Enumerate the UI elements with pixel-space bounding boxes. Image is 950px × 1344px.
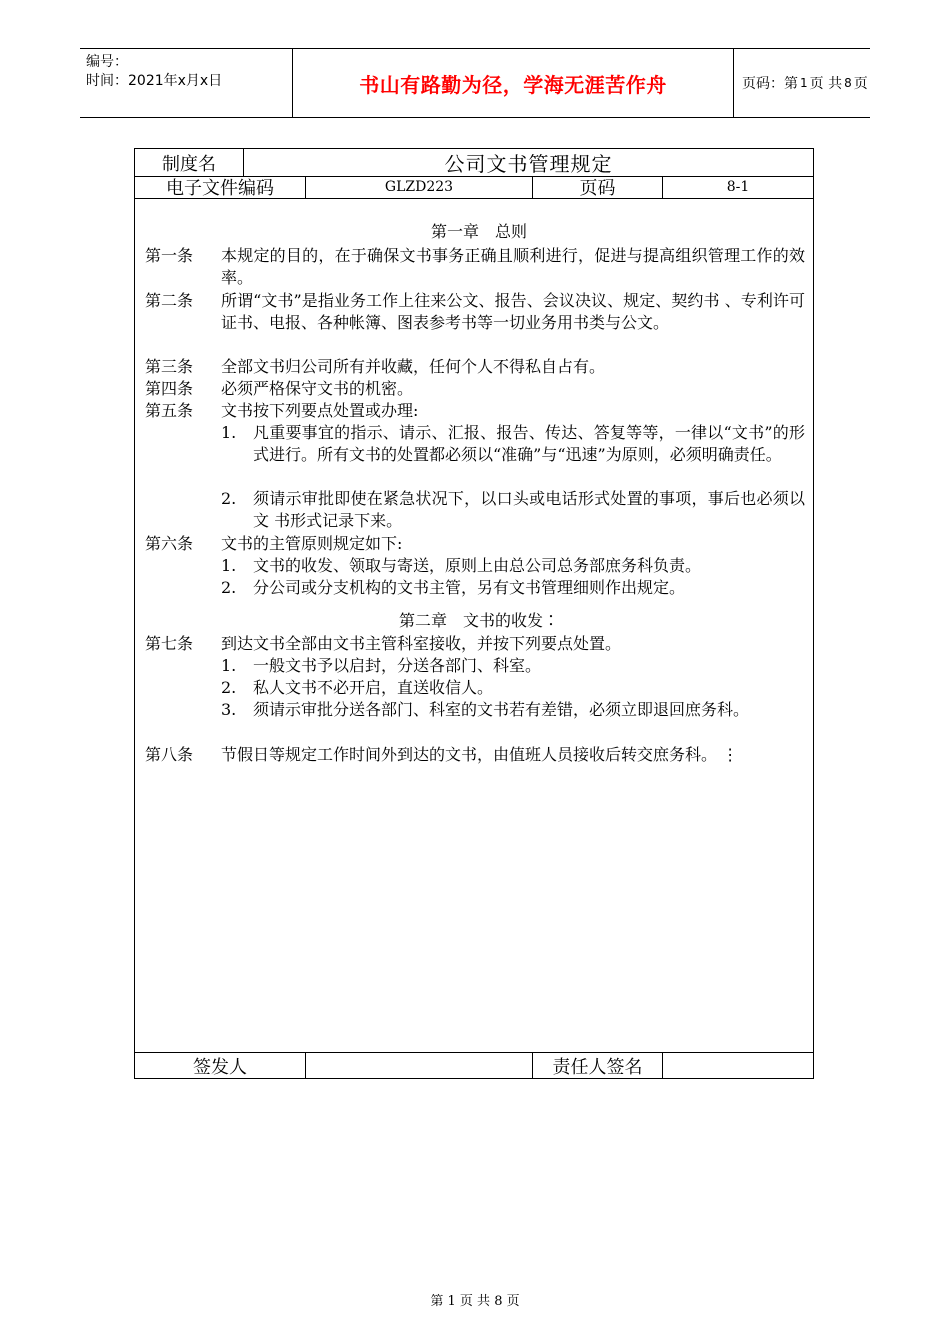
article-tag: 第八条 [145, 745, 194, 764]
page-mid: 页 共 [809, 76, 843, 92]
file-code-value: GLZD223 [305, 176, 532, 198]
code-label: 编号： [86, 54, 128, 70]
page-label: 页码 [532, 176, 662, 198]
article-text: 到达文书全部由文书主管科室接收，并按下列要点处置。 [221, 634, 622, 653]
list-text: 须请示审批即使在紧急状况下，以口头或电话形式处置的事项，事后也必须以文 书形式记录下来。 [253, 489, 805, 530]
chapter-1-heading: 第一章 总则 [430, 222, 527, 241]
list-number: 3. [221, 700, 237, 719]
page-suffix: 页 [853, 76, 868, 92]
page-total: 8 [844, 76, 852, 90]
article-tag: 第六条 [145, 534, 194, 553]
article-tag: 第二条 [145, 291, 194, 310]
article-text: 本规定的目的，在于确保文书事务正确且顺利进行，促进与提高组织管理工作的效率。 [221, 246, 805, 287]
regulation-form [134, 148, 814, 1079]
code-row [135, 176, 813, 199]
chapter-2-heading: 第二章 文书的收发∶ [398, 611, 559, 630]
article-tag: 第三条 [145, 357, 194, 376]
article-text: 节假日等规定工作时间外到达的文书，由值班人员接收后转交庶务科。 ⋮ [221, 745, 739, 764]
list-text: 须请示审批分送各部门、科室的文书若有差错，必须立即退回庶务科。 [253, 700, 750, 719]
article-tag: 第四条 [145, 379, 194, 398]
list-text: 分公司或分支机构的文书主管，另有文书管理细则作出规定。 [253, 578, 686, 597]
article-tag: 第七条 [145, 634, 194, 653]
list-number: 1. [221, 656, 237, 675]
article-text: 必须严格保守文书的机密。 [221, 379, 414, 398]
page-header [80, 48, 870, 118]
list-number: 2. [221, 678, 237, 697]
name-label: 制度名 [162, 153, 216, 175]
responsible-label: 责任人签名 [532, 1053, 662, 1079]
list-number: 2. [221, 489, 237, 508]
list-number: 1. [221, 423, 237, 442]
article-text: 文书的主管原则规定如下: [221, 534, 403, 553]
page-footer: 第 1 页 共 8 页 [430, 1294, 520, 1309]
header-page-info [742, 49, 870, 117]
file-code-label: 电子文件编码 [166, 178, 274, 199]
list-text: 凡重要事宜的指示、请示、汇报、报告、传达、答复等等，一律以“文书”的形式进行。所有文书的处置都必须以“准确”与“迅速”为原则，必须明确责任。 [253, 423, 805, 464]
page-prefix: 页码：第 [742, 76, 798, 92]
article-text: 文书按下列要点处置或办理: [221, 401, 419, 420]
issuer-field [305, 1053, 532, 1079]
article-text: 全部文书归公司所有并收藏，任何个人不得私自占有。 [221, 357, 606, 376]
list-text: 一般文书予以启封，分送各部门、科室。 [253, 656, 542, 675]
signature-row [135, 1052, 813, 1079]
list-text: 私人文书不必开启，直送收信人。 [253, 678, 494, 697]
article-tag: 第五条 [145, 401, 194, 420]
page-value: 8-1 [662, 176, 813, 198]
regulation-title: 公司文书管理规定 [243, 149, 813, 176]
list-text: 文书的收发、领取与寄送，原则上由总公司总务部庶务科负责。 [253, 556, 702, 575]
time-label: 时间：2021年x月x日 [86, 73, 223, 89]
page-num: 1 [800, 76, 808, 90]
title-row [135, 149, 813, 177]
issuer-label: 签发人 [193, 1057, 247, 1078]
list-number: 2. [221, 578, 237, 597]
list-number: 1. [221, 556, 237, 575]
article-tag: 第一条 [145, 246, 194, 265]
header-meta [86, 53, 291, 91]
responsible-field [662, 1053, 813, 1079]
article-text: 所谓“文书”是指业务工作上往来公文、报告、会议决议、规定、契约书 、专利许可证书、电报、各种帐簿、图表参考书等一切业务用书类与公文。 [221, 291, 805, 332]
header-motto: 书山有路勤为径，学海无涯苦作舟 [292, 49, 734, 117]
